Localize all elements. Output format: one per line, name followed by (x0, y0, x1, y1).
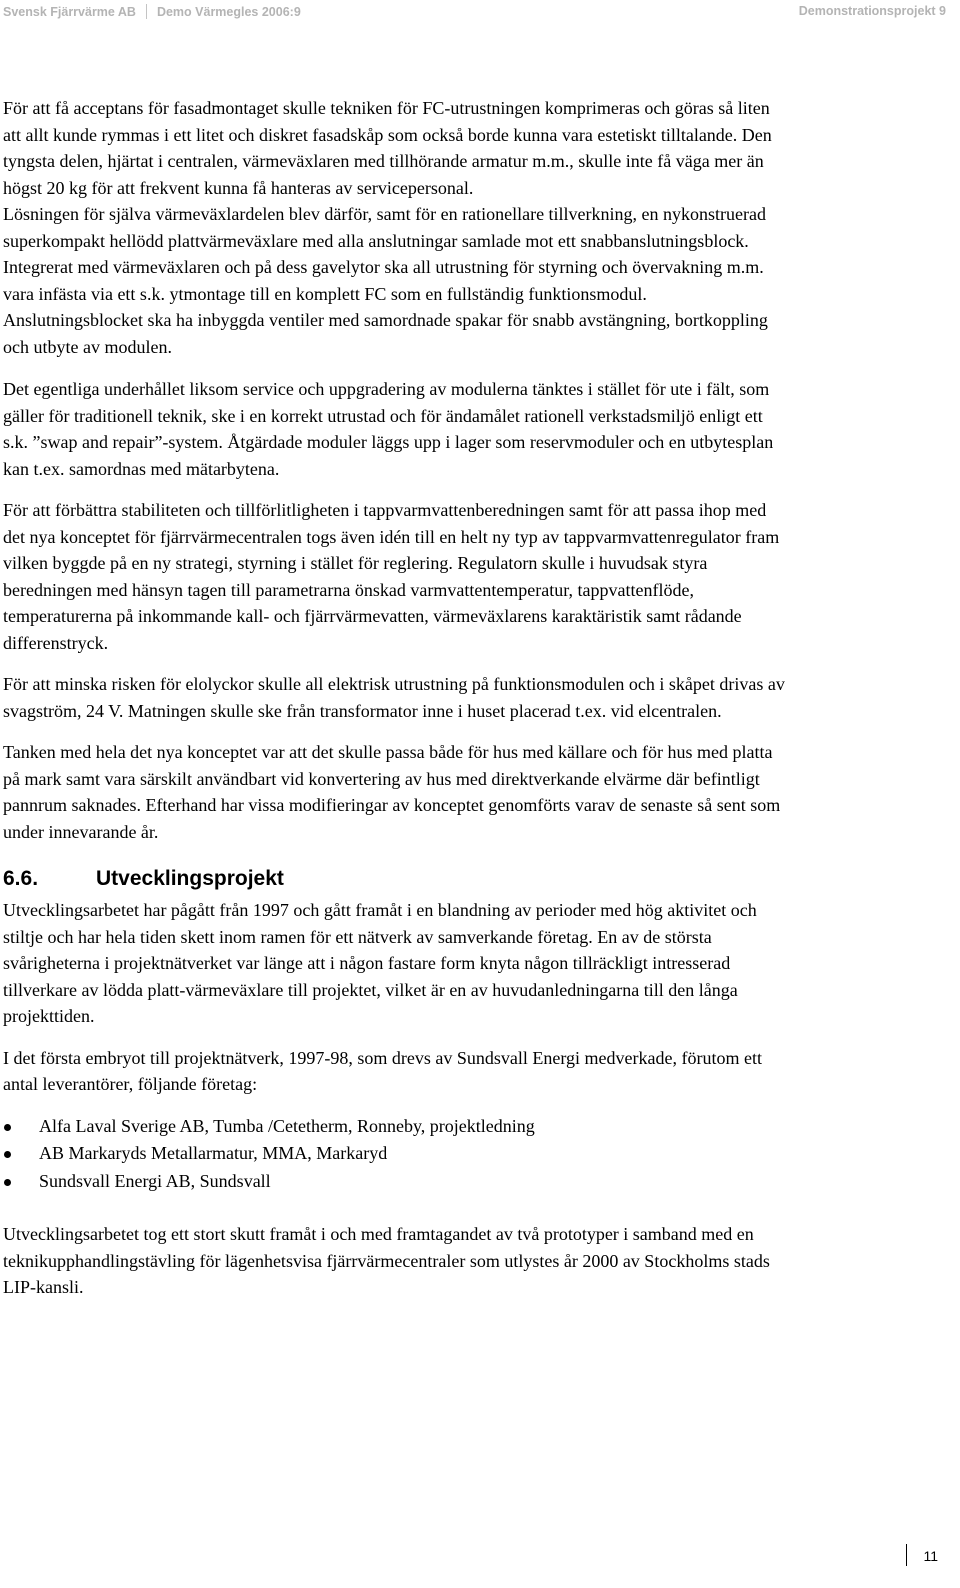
page-header (0, 0, 960, 28)
list-item-text: Sundsvall Energi AB, Sundsvall (39, 1170, 271, 1191)
section-heading (3, 865, 790, 893)
list-item-text: Alfa Laval Sverige AB, Tumba /Cetetherm, Ronneby, projektledning (39, 1115, 535, 1136)
paragraph-first-network: I det första embryot till projektnätverk, 1997-98, som drevs av Sundsvall Energi medverkade, förutom ett antal leverantörer, följande företag: (3, 1047, 762, 1094)
header-project: Demonstrationsprojekt 9 (798, 4, 946, 18)
header-company: Svensk Fjärrvärme AB (3, 5, 136, 19)
header-left (3, 4, 301, 19)
bullet-icon (4, 1179, 11, 1186)
list-item (0, 1140, 790, 1168)
header-report: Demo Värmegles 2006:9 (156, 5, 301, 19)
paragraph-maintenance: Det egentliga underhållet liksom service och uppgradering av modulerna tänktes i stället för ute i fält, som gäller för traditionell teknik, ske i en korrekt utrustad och för ändamålet rationell verkstadsmiljö enligt ett s.k. ”swap and repair”-system. Åtgärdade moduler läggs upp i lager som reservmoduler och en utbytesplan kan t.ex. samordnas med mätarbytena. (3, 379, 774, 479)
document-body (0, 95, 790, 1316)
bullet-icon (4, 1151, 11, 1158)
list-item (0, 1168, 790, 1196)
page-number: 11 (906, 1544, 938, 1566)
section-number: 6.6. (3, 867, 39, 890)
paragraph-prototypes: Utvecklingsarbetet tog ett stort skutt framåt i och med framtagandet av två prototyper i samband med en teknikupphandlingstävling för lägenhetsvisa fjärrvärmecentraler som utlystes år 2000 av Stockholms stads LIP-kansli. (3, 1224, 770, 1297)
paragraph-concept-idea: Tanken med hela det nya konceptet var att det skulle passa både för hus med källare och för hus med platta på mark samt vara särskilt användbart vid konvertering av hus med direktverkande elvärme där befintligt pannrum saknades. Efterhand har vissa modifieringar av konceptet genomförts varav de senaste så sent som under innevarande år. (3, 742, 781, 842)
header-divider (146, 4, 147, 19)
bullet-icon (4, 1124, 11, 1131)
paragraph-facade-acceptance: För att få acceptans för fasadmontaget skulle tekniken för FC-utrustningen komprimeras och göras så liten att allt kunde rymmas i ett litet och diskret fasadskåp som också borde kunna vara estetiskt tilltalande. Den tyngsta delen, hjärtat i centralen, värmeväxlaren med tillhörande armatur m.m., skulle inte få väga mer än högst 20 kg för att frekvent kunna få hanteras av servicepersonal. (3, 98, 772, 198)
list-item (0, 1113, 790, 1141)
paragraph-development-work: Utvecklingsarbetet har pågått från 1997 och gått framåt i en blandning av perioder med hög aktivitet och stiltje och har hela tiden skett inom ramen för ett nätverk av samverkande företag. En av de största svårigheterna i projektnätverket var länge att i någon fastare form knyta någon tillräckligt intresserad tillverkare av lödda platt-värmeväxlare till projektet, vilket är en av huvudanledningarna till den långa projekttiden. (3, 900, 757, 1026)
section-title: Utvecklingsprojekt (96, 867, 284, 890)
list-item-text: AB Markaryds Metallarmatur, MMA, Markaryd (39, 1143, 388, 1163)
paragraph-heat-exchanger-solution: Lösningen för själva värmeväxlardelen blev därför, samt för en rationellare tillverkning, en nykonstruerad superkompakt hellödd plattvärmeväxlare med alla anslutningar samlade mot ett snabbanslutningsblock. Integrerat med värmeväxlaren och på dess gavelytor ska all utrustning för styrning och övervakning m.m. vara infästa via ett s.k. ytmontage till en komplett FC som en fullständig funktionsmodul. Anslutningsblocket ska ha inbyggda ventiler med samordnade spakar för snabb avstängning, bortkoppling och utbyte av modulen. (3, 204, 768, 357)
paragraph-hot-water-regulator: För att förbättra stabiliteten och tillförlitligheten i tappvarmvattenberedningen samt för att passa ihop med det nya konceptet för fjärrvärmecentralen togs även idén till en helt ny typ av tappvarmvattenregulator fram vilken byggde på en ny strategi, styrning i stället för reglering. Regulatorn skulle i huvudsak styra beredningen med hänsyn tagen till parametrarna önskad varmvattentemperatur, tappvattenflöde, temperaturerna på inkommande kall- och fjärrvärmevatten, värmeväxlarens karaktäristik samt rådande differenstryck. (3, 500, 780, 653)
company-list (0, 1113, 790, 1196)
paragraph-electrical-safety: För att minska risken för elolyckor skulle all elektrisk utrustning på funktionsmodulen och i skåpet drivas av svagström, 24 V. Matningen skulle ske från transformator inne i huset placerad t.ex. vid elcentralen. (3, 674, 785, 721)
